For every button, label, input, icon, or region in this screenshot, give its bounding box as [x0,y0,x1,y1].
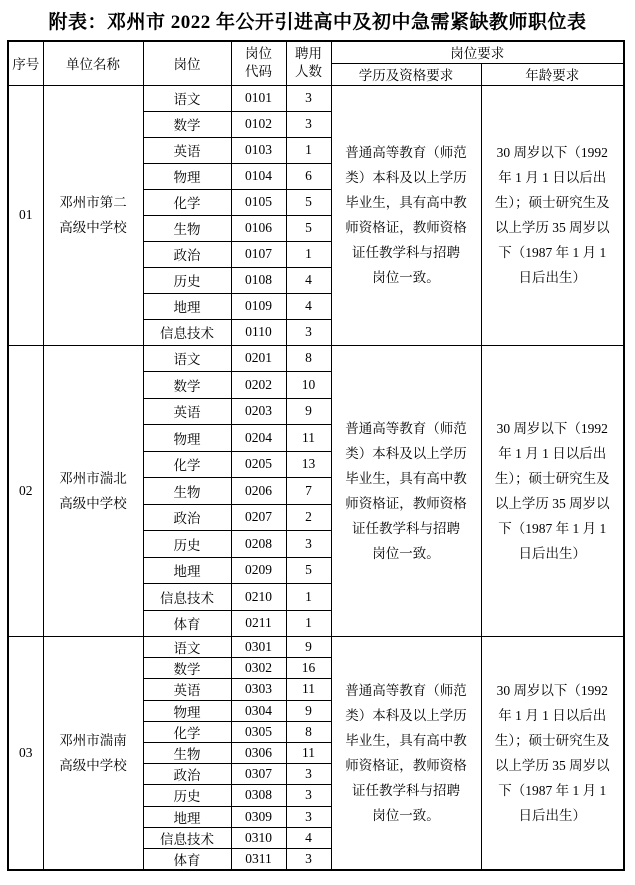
subject-cell: 数学 [143,111,231,137]
code-cell: 0101 [231,85,286,111]
header-row-top [8,41,624,63]
subject-cell: 政治 [143,764,231,785]
subject-cell: 数学 [143,658,231,679]
subject-cell: 生物 [143,215,231,241]
code-cell: 0210 [231,584,286,611]
count-cell: 7 [286,478,331,505]
subject-cell: 政治 [143,241,231,267]
count-cell: 3 [286,785,331,806]
code-cell: 0306 [231,742,286,763]
subject-cell: 物理 [143,163,231,189]
subject-cell: 物理 [143,700,231,721]
subject-cell: 历史 [143,531,231,558]
code-cell: 0207 [231,504,286,531]
subject-cell: 生物 [143,742,231,763]
col-header-serial: 序号 [8,41,43,85]
count-cell: 9 [286,637,331,658]
count-cell: 1 [286,137,331,163]
col-header-unit-name: 单位名称 [43,41,143,85]
code-cell: 0309 [231,806,286,827]
count-cell: 1 [286,241,331,267]
education-requirement-cell: 普通高等教育（师范 类）本科及以上学历 毕业生，具有高中教 师资格证，教师资格 证任教学科与招聘 岗位一致。 [331,85,481,345]
code-cell: 0301 [231,637,286,658]
school-cell: 邓州市湍南 高级中学校 [43,637,143,870]
count-cell: 3 [286,764,331,785]
subject-cell: 化学 [143,451,231,478]
subject-cell: 信息技术 [143,584,231,611]
subject-cell: 地理 [143,806,231,827]
col-header-age-requirement: 年龄要求 [481,63,624,85]
subject-cell: 地理 [143,293,231,319]
subject-cell: 数学 [143,372,231,399]
page-title: 附表：邓州市 2022 年公开引进高中及初中急需紧缺教师职位表 [48,12,587,33]
subject-cell: 信息技术 [143,827,231,848]
count-cell: 4 [286,267,331,293]
code-cell: 0311 [231,848,286,870]
count-cell: 4 [286,293,331,319]
count-cell: 11 [286,679,331,700]
col-header-education-requirement: 学历及资格要求 [331,63,481,85]
count-cell: 6 [286,163,331,189]
count-cell: 3 [286,111,331,137]
subject-cell: 语文 [143,85,231,111]
count-cell: 3 [286,848,331,870]
subject-cell: 语文 [143,345,231,372]
count-cell: 3 [286,806,331,827]
count-cell: 1 [286,610,331,637]
subject-cell: 历史 [143,267,231,293]
code-cell: 0302 [231,658,286,679]
col-header-hire-count: 聘用 人数 [286,41,331,85]
count-cell: 5 [286,189,331,215]
serial-cell: 02 [8,345,43,637]
subject-cell: 化学 [143,189,231,215]
code-cell: 0303 [231,679,286,700]
count-cell: 2 [286,504,331,531]
subject-cell: 地理 [143,557,231,584]
code-cell: 0201 [231,345,286,372]
code-cell: 0205 [231,451,286,478]
count-cell: 11 [286,425,331,452]
code-cell: 0204 [231,425,286,452]
subject-cell: 语文 [143,637,231,658]
count-cell: 4 [286,827,331,848]
count-cell: 9 [286,398,331,425]
code-cell: 0109 [231,293,286,319]
count-cell: 8 [286,721,331,742]
table-row [8,85,624,111]
subject-cell: 化学 [143,721,231,742]
count-cell: 13 [286,451,331,478]
code-cell: 0203 [231,398,286,425]
code-cell: 0208 [231,531,286,558]
code-cell: 0202 [231,372,286,399]
positions-table [7,40,625,871]
code-cell: 0105 [231,189,286,215]
subject-cell: 政治 [143,504,231,531]
subject-cell: 信息技术 [143,319,231,345]
count-cell: 3 [286,531,331,558]
code-cell: 0104 [231,163,286,189]
serial-cell: 01 [8,85,43,345]
school-cell: 邓州市湍北 高级中学校 [43,345,143,637]
code-cell: 0304 [231,700,286,721]
age-requirement-cell: 30 周岁以下（1992 年 1 月 1 日以后出 生）；硕士研究生及 以上学历 35 周岁以 下（1987 年 1 月 1 日后出生） [481,637,624,870]
subject-cell: 历史 [143,785,231,806]
table-body [8,85,624,870]
count-cell: 5 [286,215,331,241]
table-row [8,345,624,372]
code-cell: 0211 [231,610,286,637]
code-cell: 0310 [231,827,286,848]
code-cell: 0308 [231,785,286,806]
age-requirement-cell: 30 周岁以下（1992 年 1 月 1 日以后出 生）；硕士研究生及 以上学历 35 周岁以 下（1987 年 1 月 1 日后出生） [481,85,624,345]
count-cell: 9 [286,700,331,721]
code-cell: 0108 [231,267,286,293]
col-header-position: 岗位 [143,41,231,85]
age-requirement-cell: 30 周岁以下（1992 年 1 月 1 日以后出 生）；硕士研究生及 以上学历 35 周岁以 下（1987 年 1 月 1 日后出生） [481,345,624,637]
code-cell: 0107 [231,241,286,267]
school-cell: 邓州市第二 高级中学校 [43,85,143,345]
count-cell: 8 [286,345,331,372]
code-cell: 0106 [231,215,286,241]
subject-cell: 英语 [143,398,231,425]
count-cell: 3 [286,85,331,111]
code-cell: 0102 [231,111,286,137]
subject-cell: 生物 [143,478,231,505]
count-cell: 5 [286,557,331,584]
count-cell: 3 [286,319,331,345]
subject-cell: 英语 [143,137,231,163]
subject-cell: 体育 [143,610,231,637]
code-cell: 0110 [231,319,286,345]
col-header-requirements-group: 岗位要求 [331,41,624,63]
code-cell: 0209 [231,557,286,584]
count-cell: 16 [286,658,331,679]
subject-cell: 体育 [143,848,231,870]
count-cell: 1 [286,584,331,611]
education-requirement-cell: 普通高等教育（师范 类）本科及以上学历 毕业生，具有高中教 师资格证，教师资格 证任教学科与招聘 岗位一致。 [331,345,481,637]
serial-cell: 03 [8,637,43,870]
code-cell: 0206 [231,478,286,505]
code-cell: 0307 [231,764,286,785]
table-row [8,637,624,658]
education-requirement-cell: 普通高等教育（师范 类）本科及以上学历 毕业生，具有高中教 师资格证，教师资格 证任教学科与招聘 岗位一致。 [331,637,481,870]
code-cell: 0305 [231,721,286,742]
subject-cell: 英语 [143,679,231,700]
count-cell: 10 [286,372,331,399]
col-header-position-code: 岗位 代码 [231,41,286,85]
table-header [8,41,624,85]
subject-cell: 物理 [143,425,231,452]
count-cell: 11 [286,742,331,763]
code-cell: 0103 [231,137,286,163]
